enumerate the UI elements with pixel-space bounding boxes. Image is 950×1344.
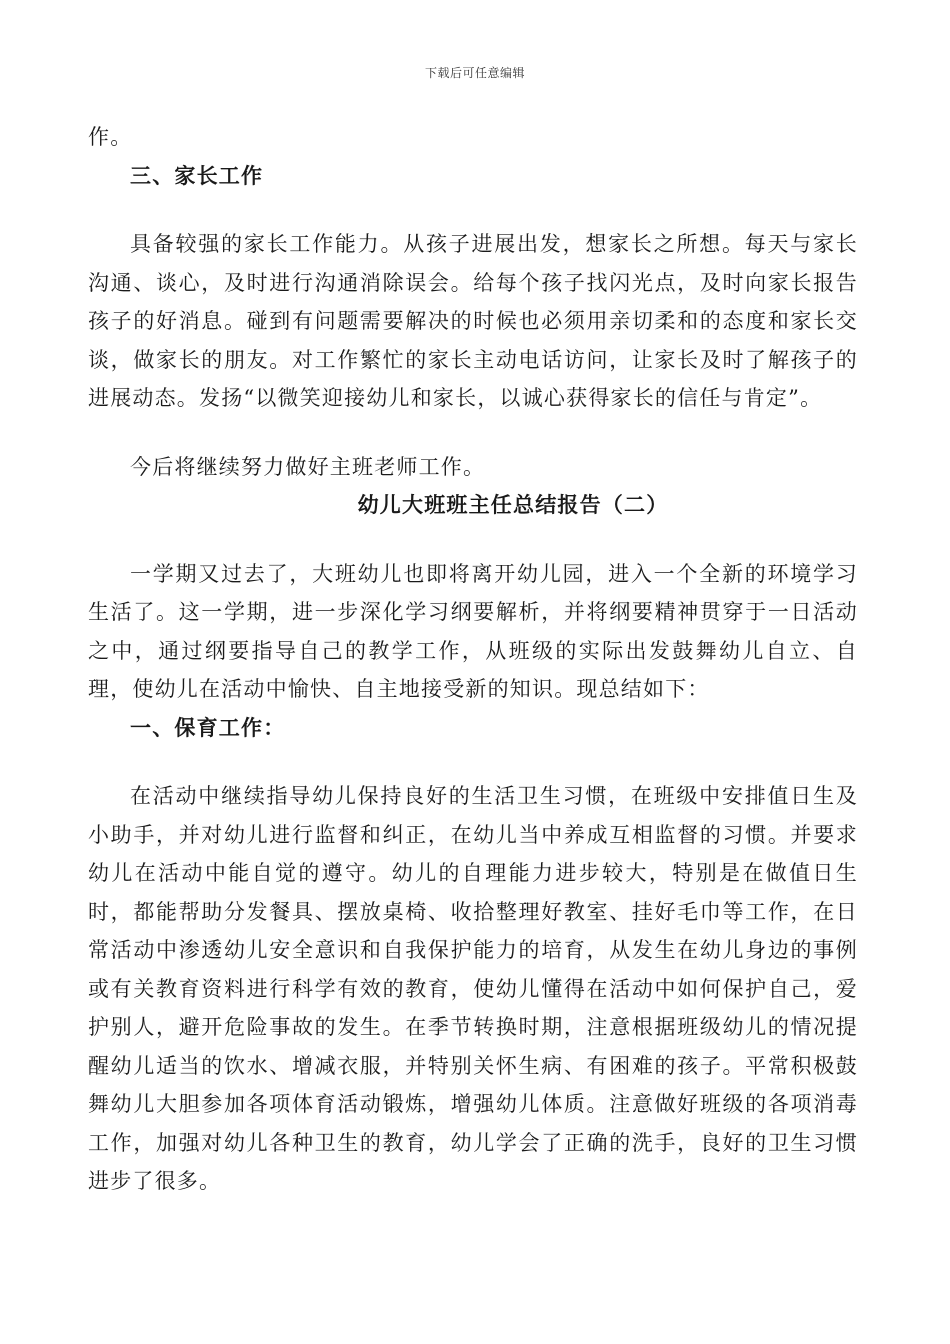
document-body xyxy=(88,118,858,1201)
section-heading-parent-work: 三、家长工作 xyxy=(130,162,264,188)
paragraph-continuation: 作。 xyxy=(88,125,133,149)
paragraph-parent-work: 具备较强的家长工作能力。从孩子进展出发，想家长之所想。每天与家长沟通、谈心，及时进行沟通消除误会。给每个孩子找闪光点，及时向家长报告孩子的好消息。碰到有问题需要解决的时候也必须用亲切柔和的态度和家长交谈，做家长的朋友。对工作繁忙的家长主动电话访问，让家长及时了解孩子的进展动态。发扬“以微笑迎接幼儿和家长，以诚心获得家长的信任与肯定”。 xyxy=(88,232,858,410)
page-header: 下载后可任意编辑 xyxy=(424,66,525,80)
paragraph-closing: 今后将继续努力做好主班老师工作。 xyxy=(130,454,486,479)
section-heading-care-work: 一、保育工作： xyxy=(130,714,286,740)
paragraph-care-work: 在活动中继续指导幼儿保持良好的生活卫生习惯，在班级中安排值日生及小助手，并对幼儿进行监督和纠正，在幼儿当中养成互相监督的习惯。并要求幼儿在活动中能自觉的遵守。幼儿的自理能力进步较大，特别是在做值日生时，都能帮助分发餐具、摆放桌椅、收拾整理好教室、挂好毛巾等工作，在日常活动中渗透幼儿安全意识和自我保护能力的培育，从发生在幼儿身边的事例或有关教育资料进行科学有效的教育，使幼儿懂得在活动中如何保护自己，爱护别人，避开危险事故的发生。在季节转换时期，注意根据班级幼儿的情况提醒幼儿适当的饮水、增减衣服，并特别关怀生病、有困难的孩子。平常积极鼓舞幼儿大胆参加各项体育活动锻炼，增强幼儿体质。注意做好班级的各项消毒工作，加强对幼儿各种卫生的教育，幼儿学会了正确的洗手，良好的卫生习惯进步了很多。 xyxy=(88,784,858,1193)
report-title: 幼儿大班班主任总结报告（二） xyxy=(357,492,669,517)
paragraph-intro: 一学期又过去了，大班幼儿也即将离开幼儿园，进入一个全新的环境学习生活了。这一学期，进一步深化学习纲要解析，并将纲要精神贯穿于一日活动之中，通过纲要指导自己的教学工作，从班级的实际出发鼓舞幼儿自立、自理，使幼儿在活动中愉快、自主地接受新的知识。现总结如下： xyxy=(88,561,858,701)
